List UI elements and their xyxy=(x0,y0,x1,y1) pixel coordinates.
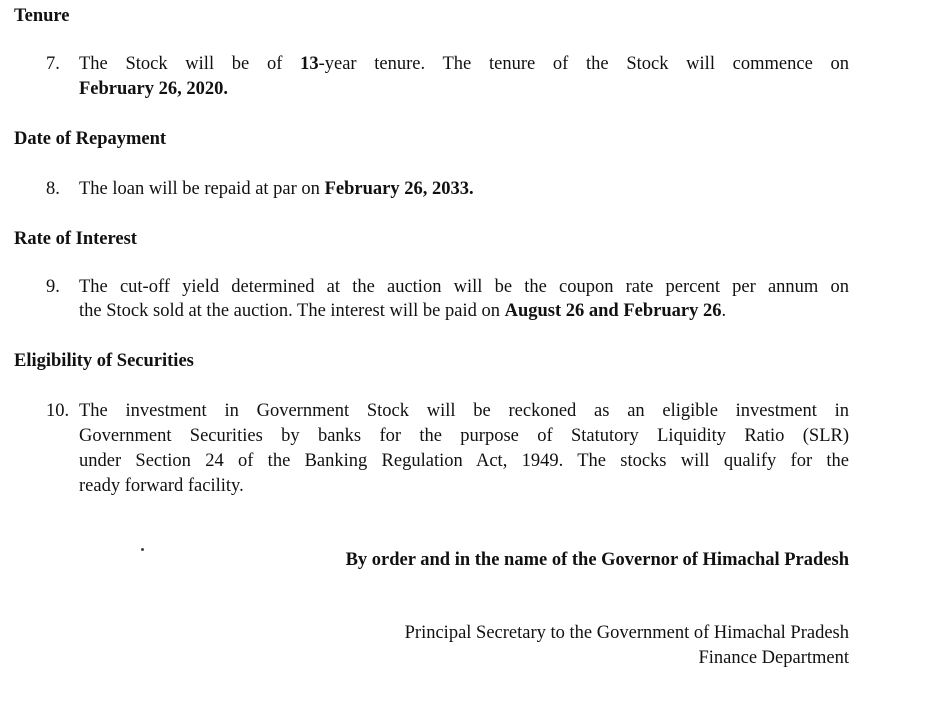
clause-7-line-1: The Stock will be of 13-year tenure. The tenure of the Stock will commence on xyxy=(79,54,849,74)
signature-department: Finance Department xyxy=(698,648,849,668)
clause-7-line-2: February 26, 2020. xyxy=(79,79,229,99)
clause-8-line-1: The loan will be repaid at par on February 26, 2033. xyxy=(79,179,474,199)
signature-order-line: By order and in the name of the Governor of Himachal Pradesh xyxy=(345,550,849,570)
clause-number-7: 7. xyxy=(46,54,60,74)
section-heading-interest: Rate of Interest xyxy=(14,229,137,249)
clause-10-line-3: under Section 24 of the Banking Regulation Act, 1949. The stocks will qualify for the xyxy=(79,451,849,471)
section-heading-tenure: Tenure xyxy=(14,6,70,26)
clause-number-8: 8. xyxy=(46,179,60,199)
stray-dot-mark xyxy=(141,548,144,551)
clause-10-line-2: Government Securities by banks for the purpose of Statutory Liquidity Ratio (SLR) xyxy=(79,426,849,446)
clause-9-line-2: the Stock sold at the auction. The interest will be paid on August 26 and February 26. xyxy=(79,301,727,321)
section-heading-repayment: Date of Repayment xyxy=(14,129,167,149)
clause-10-line-1: The investment in Government Stock will be reckoned as an eligible investment in xyxy=(79,401,849,421)
section-heading-eligibility: Eligibility of Securities xyxy=(14,351,194,371)
clause-10-line-4: ready forward facility. xyxy=(79,476,244,496)
clause-number-9: 9. xyxy=(46,277,60,297)
clause-number-10: 10. xyxy=(46,401,70,421)
signature-title-line: Principal Secretary to the Government of Himachal Pradesh xyxy=(404,623,849,643)
clause-9-line-1: The cut-off yield determined at the auction will be the coupon rate percent per annum on xyxy=(79,277,849,297)
